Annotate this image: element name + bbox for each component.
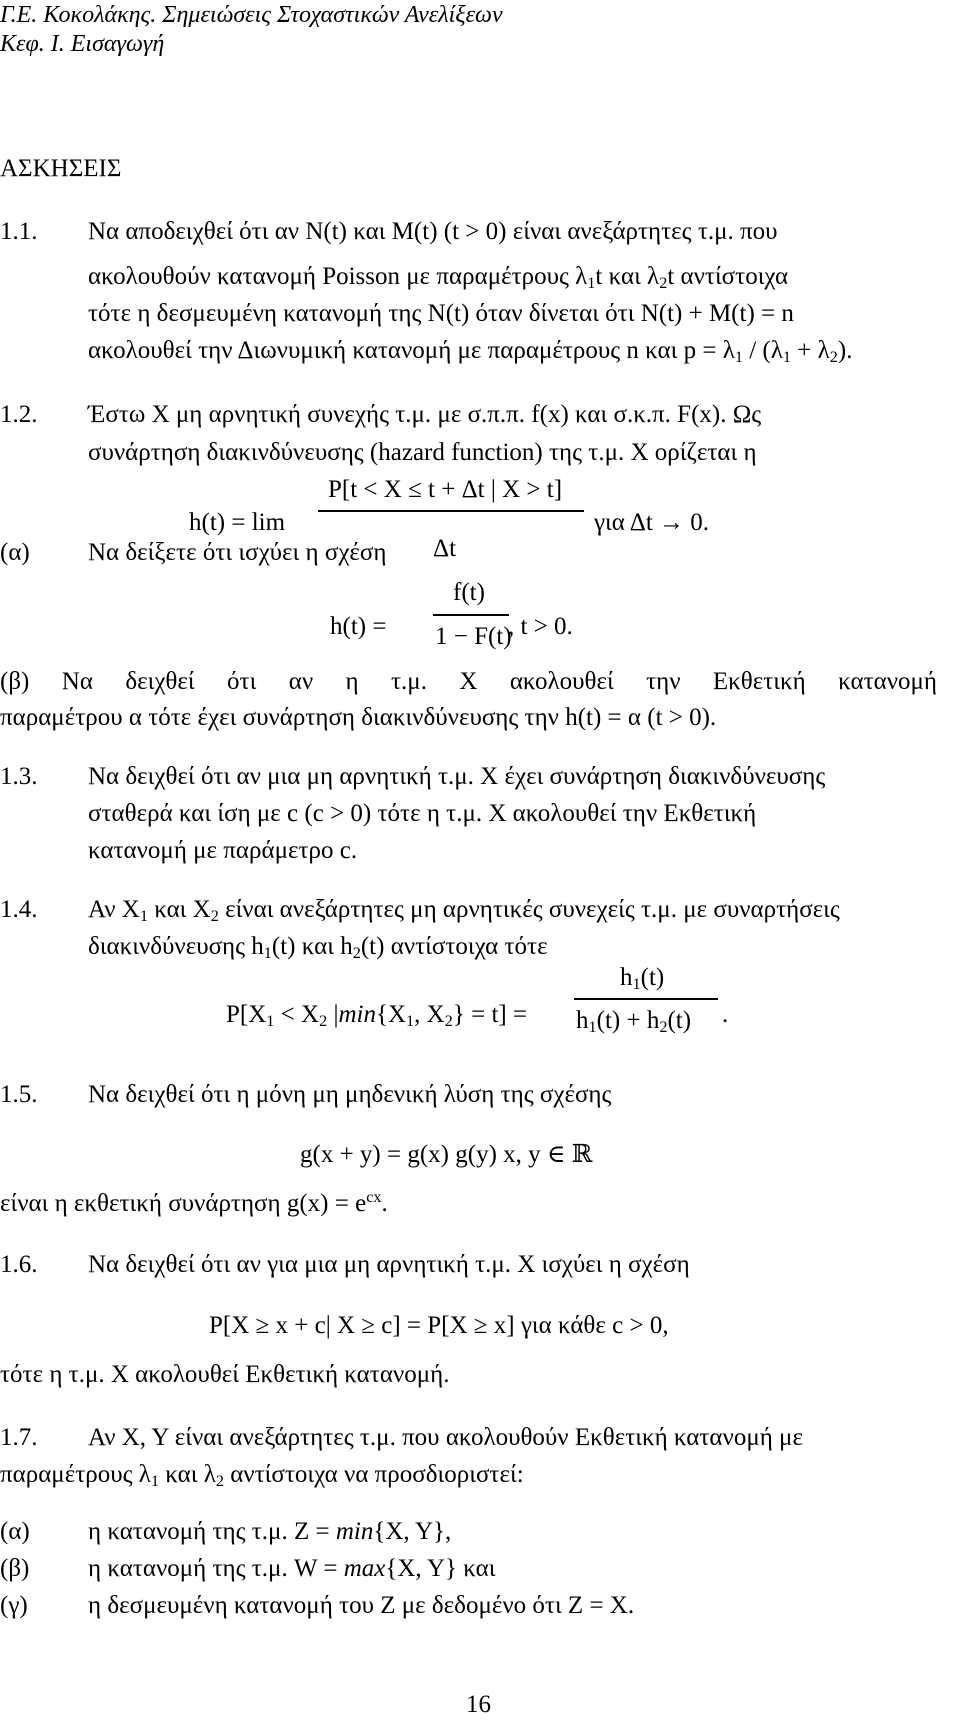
min-formula-denominator: $h_1(t) + h_2(t)$ (576, 1007, 692, 1037)
exercise-1-3-line-2: σταθερά και ίση με c (c > 0) τότε η τ.μ. X ακολουθεί την Εκθετική (88, 800, 757, 827)
exercise-1-7-line-2: παραμέτρους $\lambda_1$ και $\lambda_2$ αντίστοιχα να προσδιοριστεί: (0, 1461, 524, 1491)
page-number: 16 (466, 1691, 491, 1718)
exercise-1-1-line-2: ακολουθούν κατανομή Poisson με παραμέτρους $\lambda_1t$ και $\lambda_2t$ αντίστοιχα (88, 263, 789, 293)
hazard-formula-fraction-bar (318, 510, 584, 512)
exercise-number-1-6: 1.6. (0, 1251, 38, 1278)
exercise-number-1-3: 1.3. (0, 763, 38, 790)
min-formula-period: . (722, 1001, 729, 1028)
min-formula-numerator: $h_1(t)$ (620, 964, 665, 994)
hazard-relation-numerator: f(t) (453, 579, 485, 606)
exercise-number-1-4: 1.4. (0, 896, 38, 923)
hazard-formula-lhs: h(t) = lim (189, 509, 286, 536)
exercise-1-2-line-2: συνάρτηση διακινδύνευσης (hazard function) της τ.μ. X ορίζεται η (88, 439, 757, 466)
exercise-1-4-line-2: διακινδύνευσης $h_1(t)$ και $h_2(t)$ αντίστοιχα τότε (88, 933, 548, 963)
exercise-1-1-line-1: Να αποδειχθεί ότι αν N(t) και M(t) (t > 0) είναι ανεξάρτητες τ.μ. που (88, 218, 778, 245)
exercise-1-2-line-1: Έστω X μη αρνητική συνεχής τ.μ. με σ.π.π. f(x) και σ.κ.π. F(x). Ως (88, 401, 762, 428)
hazard-formula-denominator: Δt (433, 535, 457, 562)
exercise-1-3-line-1: Να δειχθεί ότι αν μια μη αρνητική τ.μ. X έχει συνάρτηση διακινδύνευσης (88, 763, 826, 790)
exercise-1-5-line-1: Να δειχθεί ότι η μόνη μη μηδενική λύση της σχέσης (88, 1081, 612, 1108)
exercise-number-1-2: 1.2. (0, 401, 38, 428)
section-title: ΑΣΚΗΣΕΙΣ (0, 155, 122, 182)
part-label-c-1-7: (γ) (0, 1592, 28, 1619)
hazard-relation-fraction-bar (433, 614, 509, 616)
exercise-1-1-line-3: τότε η δεσμευμένη κατανομή της N(t) όταν δίνεται ότι N(t) + M(t) = n (88, 300, 794, 327)
exercise-1-5-line-2: είναι η εκθετική συνάρτηση $g(x) = e^{cx}$. (0, 1188, 388, 1217)
running-header-title: Γ.Ε. Κοκολάκης. Σημειώσεις Στοχαστικών Ανελίξεων (0, 2, 503, 28)
exercise-1-6-line-1: Να δειχθεί ότι αν για μια μη αρνητική τ.μ. X ισχύει η σχέση (88, 1251, 690, 1278)
hazard-relation-rhs: , t > 0. (508, 613, 573, 640)
part-b-line-1: (β) Να δειχθεί ότι αν η τ.μ. X ακολουθεί την Εκθετική κατανομή (0, 668, 937, 695)
exercise-1-6-line-2: τότε η τ.μ. X ακολουθεί Εκθετική κατανομή. (0, 1361, 450, 1388)
min-formula-fraction-bar (574, 998, 718, 1000)
part-a-text: Να δείξετε ότι ισχύει η σχέση (88, 539, 387, 566)
part-label-b-1-7: (β) (0, 1555, 30, 1582)
exercise-number-1-7: 1.7. (0, 1424, 38, 1451)
part-label-a-1-7: (α) (0, 1518, 30, 1545)
hazard-relation-lhs: h(t) = (330, 613, 387, 640)
exercise-1-7-line-1: Αν X, Y είναι ανεξάρτητες τ.μ. που ακολουθούν Εκθετική κατανομή με (88, 1424, 803, 1451)
exercise-1-1-line-4: ακολουθεί την Διωνυμική κατανομή με παραμέτρους n και $p = \lambda_1 / (\lambda_1 + \lambda_2)$. (88, 337, 853, 367)
part-c-1-7-text: η δεσμευμένη κατανομή του Z με δεδομένο ότι Z = X. (88, 1592, 635, 1619)
exercise-number-1-1: 1.1. (0, 218, 38, 245)
hazard-relation-denominator: 1 − F(t) (435, 623, 512, 650)
part-a-1-7-text: η κατανομή της τ.μ. Z = min{X, Y}, (88, 1518, 452, 1545)
hazard-formula-condition: για Δt → 0. (594, 509, 710, 536)
hazard-formula-numerator: P[t < X ≤ t + Δt | X > t] (328, 476, 563, 503)
part-b-1-7-text: η κατανομή της τ.μ. W = max{X, Y} και (88, 1555, 496, 1582)
running-header-chapter: Κεφ. Ι. Εισαγωγή (0, 31, 165, 57)
part-b-line-2: παραμέτρου α τότε έχει συνάρτηση διακινδύνευσης την h(t) = α (t > 0). (0, 704, 717, 731)
exercise-1-4-line-1: Αν $X_1$ και $X_2$ είναι ανεξάρτητες μη αρνητικές συνεχείς τ.μ. με συναρτήσεις (88, 896, 840, 926)
exercise-number-1-5: 1.5. (0, 1081, 38, 1108)
functional-equation: g(x + y) = g(x) g(y) x, y ∈ ℝ (300, 1141, 593, 1168)
min-formula-lhs: $P[X_1 < X_2$ $|\min\{X_1$, $X_2\} = t$] = (226, 1001, 528, 1031)
part-label-a: (α) (0, 539, 30, 566)
exercise-1-3-line-3: κατανομή με παράμετρο c. (88, 837, 358, 864)
memoryless-equation: P[X ≥ x + c| X ≥ c] = P[X ≥ x] για κάθε c > 0, (209, 1312, 669, 1339)
